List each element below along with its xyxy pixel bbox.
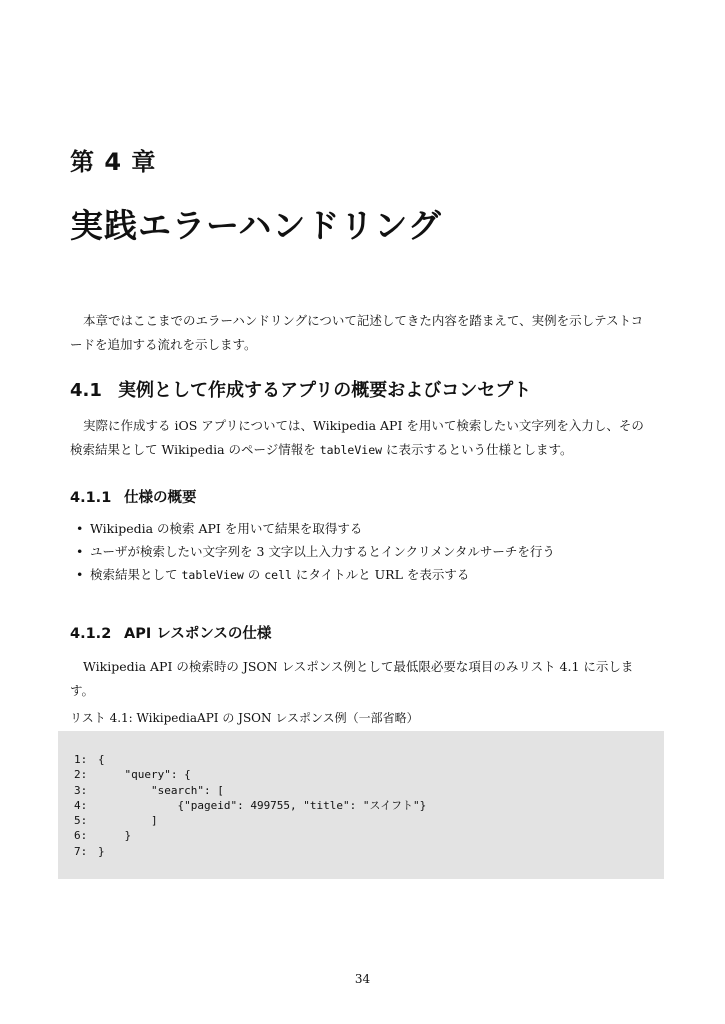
list-item (70, 517, 670, 540)
subsection-heading-1 (70, 486, 197, 507)
code-line (74, 783, 426, 798)
section-number: 4.1 (70, 380, 102, 401)
code-pre (74, 752, 426, 859)
bullet-text-3a: 検索結果として (90, 567, 182, 582)
code-line (74, 844, 426, 859)
listing-caption: リスト 4.1: WikipediaAPI の JSON レスポンス例（一部省略） (70, 711, 419, 725)
subsection-title-1: 仕様の概要 (124, 490, 197, 506)
line-number: 7: (74, 844, 88, 858)
chapter-label: 第 4 章 (70, 148, 157, 176)
code-text: "search": [ (98, 783, 224, 797)
line-number: 4: (74, 798, 88, 812)
subsection-heading-2 (70, 622, 271, 643)
code-text: } (98, 844, 105, 858)
bullet-text-3b: の (243, 567, 265, 582)
bullet-icon: • (76, 567, 84, 582)
line-number: 2: (74, 768, 88, 782)
code-text: ] (98, 814, 158, 828)
section-heading (70, 376, 531, 402)
code-line (74, 798, 426, 813)
page-number: 34 (354, 972, 371, 986)
subsection-number-1: 4.1.1 (70, 490, 112, 506)
code-text: "query": { (98, 768, 191, 782)
subsection-number-2: 4.1.2 (70, 626, 112, 642)
subsection-title-2: API レスポンスの仕様 (124, 626, 272, 642)
line-number: 5: (74, 814, 88, 828)
code-listing (58, 731, 664, 879)
section-paragraph (70, 414, 654, 462)
spec-bullet-list (70, 517, 670, 587)
intro-paragraph: 本章ではここまでのエラーハンドリングについて記述してきた内容を踏まえて、実例を示しテストコードを追加する流れを示します。 (70, 313, 644, 352)
section-paragraph-text-1: 実際に作成する iOS アプリについては、Wikipedia API を用いて検索したい文字列を入力し、その検索結果として Wikipedia のページ情報を (70, 418, 644, 457)
bullet-code-tableview: tableView (181, 568, 244, 582)
list-item (70, 563, 670, 587)
api-paragraph: Wikipedia API の検索時の JSON レスポンス例として最低限必要な項目のみリスト 4.1 に示します。 (70, 659, 634, 698)
section-paragraph-code: tableView (319, 443, 383, 457)
bullet-icon: • (76, 544, 84, 559)
code-text: {"pageid": 499755, "title": "スイフト"} (98, 798, 427, 812)
list-item (70, 540, 670, 563)
code-line (74, 752, 426, 767)
line-number: 6: (74, 829, 88, 843)
code-line (74, 767, 426, 782)
code-text: { (98, 753, 105, 766)
chapter-title: 実践エラーハンドリング (70, 206, 442, 245)
code-line (74, 813, 426, 828)
line-number: 3: (74, 783, 88, 797)
bullet-icon: • (76, 521, 84, 536)
bullet-text-3c: にタイトルと URL を表示する (291, 567, 470, 582)
code-line (74, 828, 426, 843)
bullet-text-1: Wikipedia の検索 API を用いて結果を取得する (90, 521, 363, 536)
code-text: } (98, 829, 132, 843)
line-number: 1: (74, 753, 88, 766)
bullet-code-cell: cell (264, 568, 292, 582)
section-title: 実例として作成するアプリの概要およびコンセプト (118, 380, 532, 401)
section-paragraph-text-2: に表示するという仕様とします。 (382, 442, 573, 457)
bullet-text-2: ユーザが検索したい文字列を 3 文字以上入力するとインクリメンタルサーチを行う (90, 544, 555, 559)
